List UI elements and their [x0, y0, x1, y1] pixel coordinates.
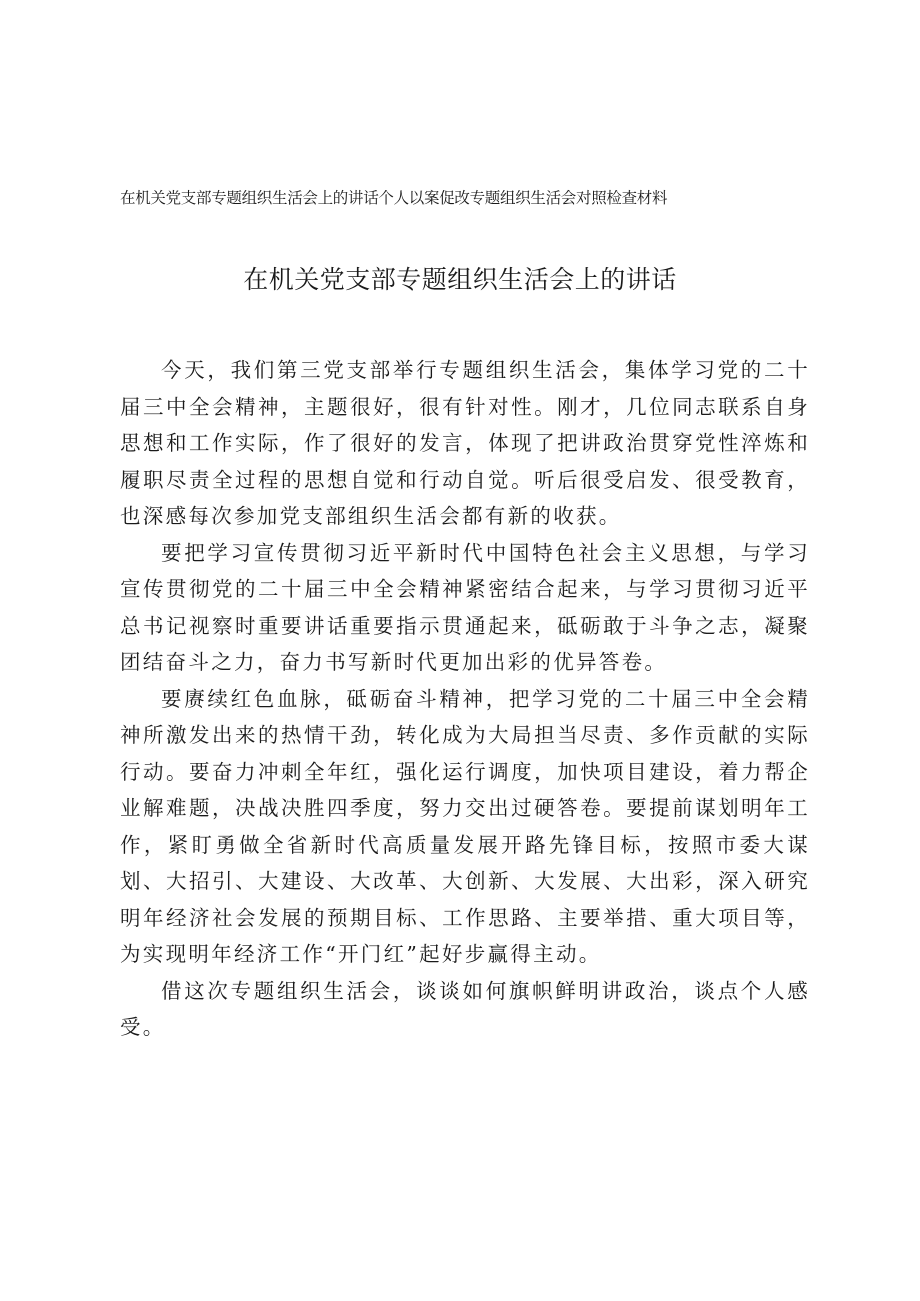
body-paragraph: 借这次专题组织生活会，谈谈如何旗帜鲜明讲政治，谈点个人感受。: [120, 978, 810, 1039]
document-body: [120, 352, 810, 1046]
document-header-text: 在机关党支部专题组织生活会上的讲话个人以案促改专题组织生活会对照检查材料: [120, 189, 668, 207]
document-title: 在机关党支部专题组织生活会上的讲话: [243, 265, 677, 294]
body-paragraph: 今天，我们第三党支部举行专题组织生活会，集体学习党的二十届三中全会精神，主题很好，很有针对性。刚才，几位同志联系自身思想和工作实际，作了很好的发言，体现了把讲政治贯穿党性淬炼和履职尽责全过程的思想自觉和行动自觉。听后很受启发、很受教育，也深感每次参加党支部组织生活会都有新的收获。: [120, 358, 810, 528]
body-paragraph: 要赓续红色血脉，砥砺奋斗精神，把学习党的二十届三中全会精神所激发出来的热情干劲，转化成为大局担当尽责、多作贡献的实际行动。要奋力冲刺全年红，强化运行调度，加快项目建设，着力帮企业解难题，决战决胜四季度，努力交出过硬答卷。要提前谋划明年工作，紧盯勇做全省新时代高质量发展开路先锋目标，按照市委大谋划、大招引、大建设、大改革、大创新、大发展、大出彩，深入研究明年经济社会发展的预期目标、工作思路、主要举措、重大项目等，为实现明年经济工作“开门红”起好步赢得主动。: [120, 686, 810, 966]
body-paragraph: 要把学习宣传贯彻习近平新时代中国特色社会主义思想，与学习宣传贯彻党的二十届三中全会精神紧密结合起来，与学习贯彻习近平总书记视察时重要讲话重要指示贯通起来，砥砺敢于斗争之志，凝聚团结奋斗之力，奋力书写新时代更加出彩的优异答卷。: [120, 540, 810, 674]
